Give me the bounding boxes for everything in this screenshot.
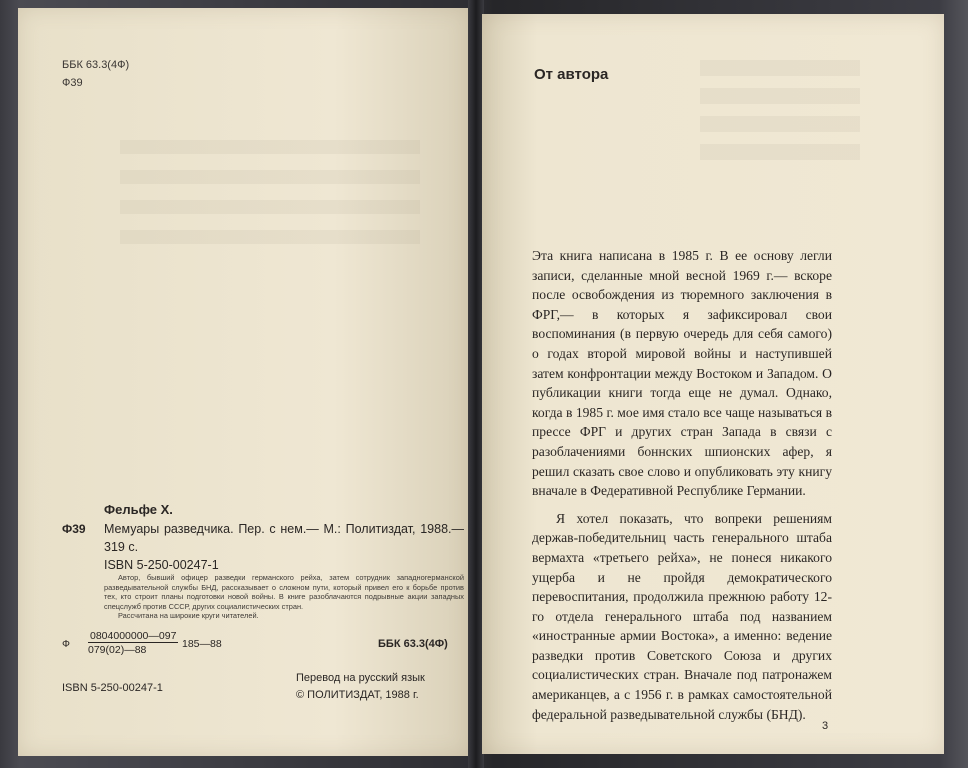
author-name: Фельфе Х.: [104, 502, 173, 517]
translation-block: [296, 670, 425, 704]
bbk-bottom: ББК 63.3(4Ф): [378, 638, 448, 650]
index-tail: 185—88: [182, 638, 222, 650]
author-preface-text: [532, 246, 832, 724]
isbn-bottom: ISBN 5-250-00247-1: [62, 682, 163, 694]
bbk-code: ББК 63.3(4Ф): [62, 59, 130, 71]
paragraph: Я хотел показать, что вопреки решениям держав-победительниц часть генерального штаба вермахта «третьего рейха», не понеся никакого ущерба и не пройдя демократического перевоспитания, продолжила прежнюю работу 12-го отдела генерального штаба под названием «иностранные армии Востока», а именно: ведение разведки против Советского Союза и других социалистических стран. Вначале под патронажем американцев, а с 1956 г. в рамках самостоятельной федеральной разведывательной службы (БНД).: [532, 510, 832, 722]
copyright: © ПОЛИТИЗДАТ, 1988 г.: [296, 689, 419, 701]
page-number: 3: [822, 720, 829, 732]
annotation: [104, 573, 464, 621]
translation-note: Перевод на русский язык: [296, 672, 425, 684]
annotation-paragraph: Рассчитана на широкие круги читателей.: [118, 611, 259, 621]
annotation-paragraph: Автор, бывший офицер разведки германского рейха, затем сотрудник западногерманской разведывательной службы БНД, рассказывает о сложном пути, который привел его к борьбе против тех, кто строит планы подготовки новой войны. В книге разоблачаются подрывные акции западных спецслужб против СССР, других социалистических стран.: [104, 573, 464, 611]
bibliographic-entry: [104, 520, 464, 574]
bibliographic-text: Мемуары разведчика. Пер. с нем.— М.: Политиздат, 1988.— 319 с.: [104, 522, 464, 554]
isbn: ISBN 5-250-00247-1: [104, 558, 219, 572]
index-prefix: Ф: [62, 638, 70, 650]
entry-code: Ф39: [62, 522, 86, 536]
class-code: Ф39: [62, 77, 83, 89]
paragraph: Эта книга написана в 1985 г. В ее основу легли записи, сделанные мной весной 1969 г.— вскоре после освобождения из тюремного заключения в ФРГ,— в которых я зафиксировал свои воспоминания (в первую очередь для себя самого) о годах второй мировой войны и наступившей затем конфронтации между Востоком и Западом. О публикации книги тогда еще не думал. Однако, когда в 1985 г. мое имя стало все чаще называться в прессе ФРГ и других стран Запада в связи с разоблачениями боннских шпионских афер, я решил сказать свое слово и опубликовать эту книгу вначале в Федеративной Республике Германии.: [532, 248, 832, 499]
index-denominator: 079(02)—88: [88, 644, 147, 656]
index-numerator: 0804000000—097: [90, 630, 177, 642]
bbk-classification: [62, 56, 129, 92]
page-title: От автора: [534, 66, 609, 83]
